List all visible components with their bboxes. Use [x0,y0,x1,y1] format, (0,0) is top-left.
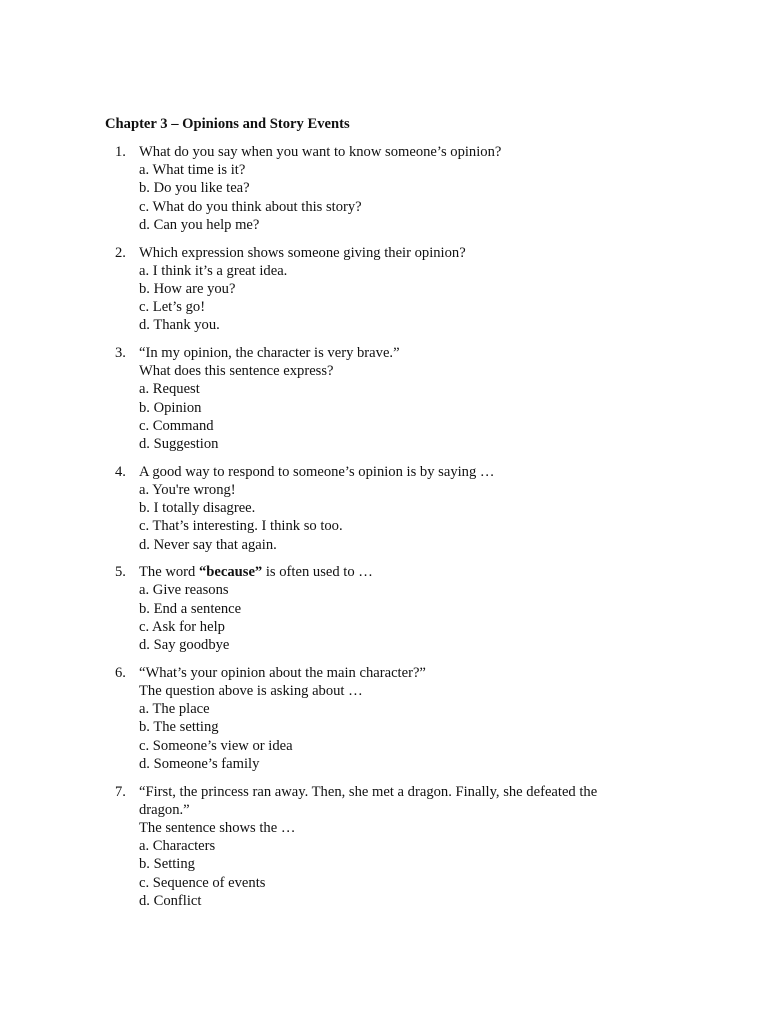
option-d: d. Thank you. [139,317,220,334]
option-a: a. I think it’s a great idea. [139,262,288,279]
chapter-heading [92,115,350,133]
option-d: d. Suggestion [139,436,219,453]
chapter-title-text: Chapter 3 – Opinions and Story Events [105,116,350,132]
option-c: c. Ask for help [139,618,225,635]
option-b: b. The setting [139,719,219,736]
option-b: b. Do you like tea? [139,180,250,197]
question-5 [115,563,639,654]
stem-keyword: “because” [198,564,263,581]
option-c: c. That’s interesting. I think so too. [139,518,343,535]
option-b: b. End a sentence [139,600,242,617]
option-b: b. Opinion [139,399,202,416]
question-number: 6. [115,664,126,681]
question-stem: A good way to respond to someone’s opinion is by saying … [139,463,495,480]
option-b: b. I totally disagree. [139,500,256,517]
option-c: c. Command [139,417,214,434]
question-1 [115,143,639,234]
option-c: c. Let’s go! [139,299,206,316]
question-3 [115,344,639,453]
question-list [115,143,639,919]
option-d: d. Can you help me? [139,216,260,233]
question-number: 1. [115,144,126,160]
stem-before: The word [139,564,199,581]
question-stem: What does this sentence express? [139,363,334,380]
option-b: b. How are you? [139,280,236,297]
question-stem: The sentence shows the … [139,819,296,836]
option-a: a. What time is it? [139,162,246,179]
question-number: 2. [115,244,126,261]
option-d: d. Someone’s family [139,755,260,772]
question-2 [115,244,639,335]
question-quote: “What’s your opinion about the main character?” [139,664,426,681]
question-4 [115,463,639,554]
question-number: 4. [115,463,126,480]
question-6 [115,664,639,773]
question-quote: “First, the princess ran away. Then, she met a dragon. Finally, she defeated the dragon.” [139,783,598,818]
question-quote: “In my opinion, the character is very brave.” [139,345,400,362]
option-b: b. Setting [139,856,195,873]
question-stem: Which expression shows someone giving their opinion? [139,244,466,261]
option-a: a. You're wrong! [139,481,236,498]
option-c: c. What do you think about this story? [139,198,362,215]
question-stem [139,563,639,581]
question-number: 7. [115,783,126,800]
option-a: a. The place [139,701,210,718]
option-d: d. Say goodbye [139,637,230,654]
option-c: c. Sequence of events [139,874,266,891]
option-a: a. Give reasons [139,582,229,599]
option-a: a. Characters [139,838,216,855]
option-d: d. Conflict [139,892,202,909]
question-stem: The question above is asking about … [139,682,363,699]
option-c: c. Someone’s view or idea [139,737,293,754]
option-a: a. Request [139,381,200,398]
question-7 [115,783,639,910]
stem-after: is often used to … [262,564,373,581]
question-stem: What do you say when you want to know someone’s opinion? [139,144,502,160]
question-number: 3. [115,345,126,362]
question-number: 5. [115,564,126,581]
option-d: d. Never say that again. [139,536,277,553]
